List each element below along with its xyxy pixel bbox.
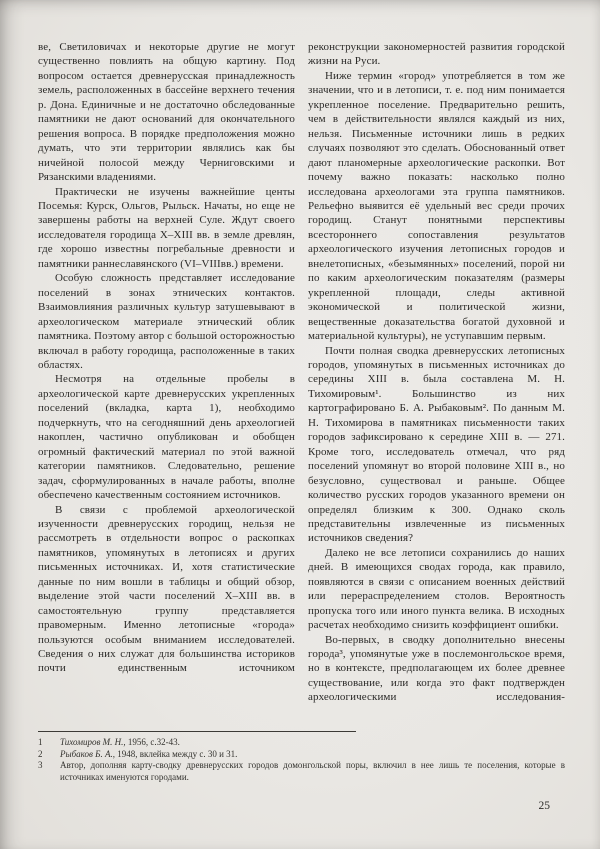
footnote-number: 3 — [38, 760, 43, 771]
footnote — [38, 737, 565, 749]
paragraph: Практически не изучены важнейшие центы Посемья: Курск, Ольгов, Рыльск. Начаты, но еще не завершены работы на верхней Суле. Ждут своего исследователя городища X–XIII вв. в земле древлян, где хорошо известны погребальные древности и памятники раннеславянского (VI–VIIIвв.) времени. — [38, 185, 295, 270]
footnote — [38, 749, 565, 761]
footnote-divider — [38, 731, 356, 732]
paragraph: ве, Светиловичах и некоторые другие не могут существенно повлиять на общую картину. Под вопросом остается древнерусская принадлежность земель, расположенных в бассейне верхнего течения р. Дона. Единичные и не достаточно обследованные памятники не дают оснований для окончательного решения вопроса. В порядке предположения можно думать, что эти территории являлись как бы ничейной полосой между Черниговскими и Рязанскими владениями. — [38, 41, 295, 184]
footnote — [38, 760, 565, 783]
paragraph: Особую сложность представляет исследование поселений в зонах этнических контактов. Взаимовлияния различных культур затушевывают в археологическом материале этнический облик памятника. Поэтому автор с большой осторожностью включал в работу городища, расположенные в таких областях. — [38, 272, 295, 371]
footnote-text: Автор, дополняя карту-сводку древнерусских городов домонгольской поры, включил в нее лишь те поселения, которые в источниках именуются городами. — [60, 760, 565, 782]
paragraph: Почти полная сводка древнерусских летописных городов, упомянутых в письменных источниках до середины XIII в. была составлена М. Н. Тихомировым¹. Большинство из них картографировано Б. А. Рыбаковым². По данным М. Н. Тихомирова в памятниках письменности таких городов зафиксировано к середине XIII в. — 271. Кроме того, исследователь отмечал, что ряд поселений упомянут во второй половине XIII в., но безусловно, существовал и раньше. Общее количество русских городов указанного времени он определял близким к 300. Однако сколь представительны извлеченные из письменных источников сведения? — [308, 344, 565, 545]
paragraph: реконструкции закономерностей развития городской жизни на Руси. — [308, 41, 565, 68]
footnote-text: Рыбаков Б. А., 1948, вклейка между с. 30 и 31. — [60, 748, 238, 759]
footnotes-section — [38, 731, 565, 783]
right-column — [308, 40, 565, 705]
footnote-number: 1 — [38, 737, 43, 747]
left-column — [38, 40, 295, 705]
footnote-text: Тихомиров М. Н., 1956, с.32-43. — [60, 737, 180, 747]
paragraph: Ниже термин «город» употребляется в том же значении, что и в летописи, т. е. под ним понимается укрепленное поселение. Предварительно решить, чем в действительности являлся каждый из них, нельзя. Письменные источники лишь в редких случаях позволяют это сделать. Обоснованный ответ дают планомерные археологические раскопки. Вот почему важно показать: насколько полно исследована археологами эта группа памятников. Рельефно выявится её удельный вес среди прочих городищ. Станут понятными перспективы всестороннего сопоставления результатов археологического изучения летописных городов и внелетописных, «безымянных» поселений, порой ни по каким археологическим показателям (размеры укрепленной площади, следы активной экономической и политической жизни, вещественные доказательства богатой духовной и материальной культуры), не уступавшим первым. — [308, 69, 565, 343]
paragraph: Несмотря на отдельные пробелы в археологической карте древнерусских укрепленных поселений (вкладка, карта 1), необходимо подчеркнуть, что на сегодняшний день археологией накоплен, частично опубликован и обобщен огромный фактический материал по этой важной категории памятников. Следовательно, решение задач, сформулированных в начале работы, вполне обеспечено качественным состоянием источников. — [38, 373, 295, 502]
paragraph: Во-первых, в сводку дополнительно внесены города³, упомянутые уже в послемонгольское время, но в контексте, предполагающем их более древнее существование, или когда это факт подтвержден археологическими исследования- — [308, 633, 565, 704]
page-number: 25 — [538, 800, 550, 812]
paragraph: В связи с проблемой археологической изученности древнерусских городищ, нельзя не рассмотреть в отдельности вопрос о раскопках памятников, упомянутых в летописях и других письменных источниках. И, хотя статистические данные по ним вошли в таблицы и общий обзор, выделение этой части поселений X–XIII вв. в самостоятельную группу представляется правомерным. Именно летописные «города» пользуются особым вниманием исследователей. Сведения о них служат для большинства историков почти единственным источником — [38, 503, 295, 675]
footnote-number: 2 — [38, 748, 43, 759]
paragraph: Далеко не все летописи сохранились до наших дней. В имеющихся сводах города, как правило, появляются в связи с описанием военных действий или перераспределением столов. Вероятность пропуска того или иного пункта велика. В исходных расчетах необходимо снизить коэффициент ошибки. — [308, 546, 565, 632]
text-block — [38, 40, 565, 705]
